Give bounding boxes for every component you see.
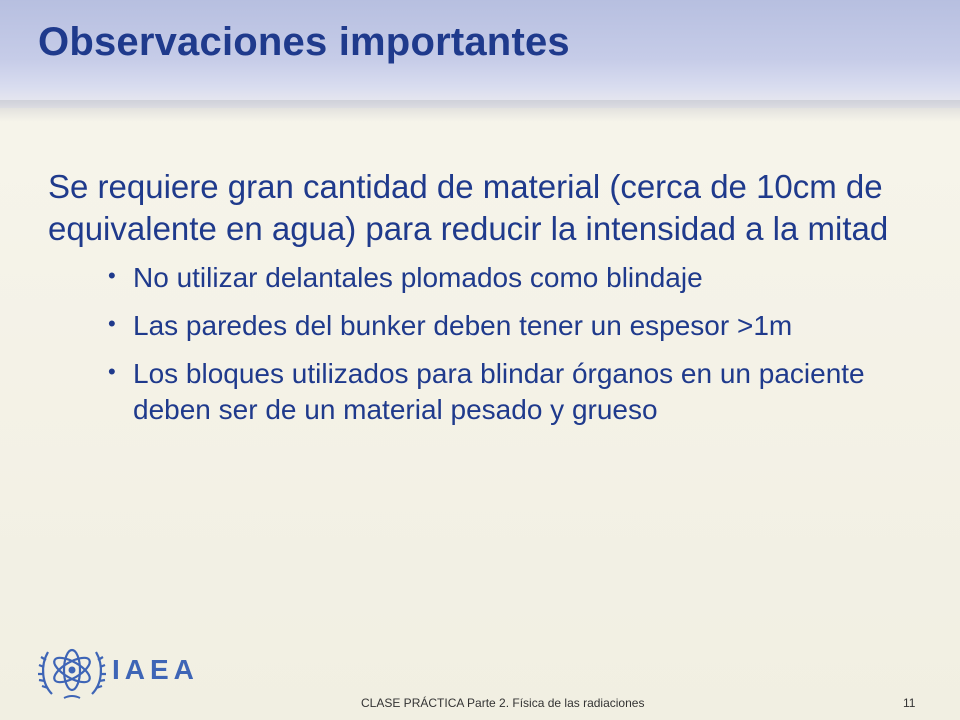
slide-content: [48, 166, 928, 440]
un-atom-emblem-icon: [38, 636, 106, 702]
bullet-list: [48, 260, 928, 428]
bullet-text: Las paredes del bunker deben tener un espesor >1m: [133, 310, 793, 341]
bullet-icon: •: [108, 311, 116, 336]
logo-wordmark: IAEA: [112, 654, 199, 685]
bullet-item: [48, 356, 923, 428]
bullet-icon: •: [108, 359, 116, 384]
bullet-item: [48, 260, 923, 296]
header-shadow: [0, 100, 960, 122]
bullet-item: [48, 308, 923, 344]
slide-title: Observaciones importantes: [38, 20, 570, 64]
bullet-icon: •: [108, 263, 116, 288]
footer-course-title: CLASE PRÁCTICA Parte 2. Física de las radiaciones: [361, 696, 645, 710]
bullet-text: Los bloques utilizados para blindar órganos en un paciente deben ser de un material pesado y grueso: [133, 358, 865, 425]
bullet-text: No utilizar delantales plomados como blindaje: [133, 262, 703, 293]
main-statement: Se requiere gran cantidad de material (cerca de 10cm de equivalente en agua) para reducir la intensidad a la mitad: [48, 168, 889, 247]
iaea-logo: [38, 632, 228, 704]
page-number: 11: [903, 696, 916, 710]
